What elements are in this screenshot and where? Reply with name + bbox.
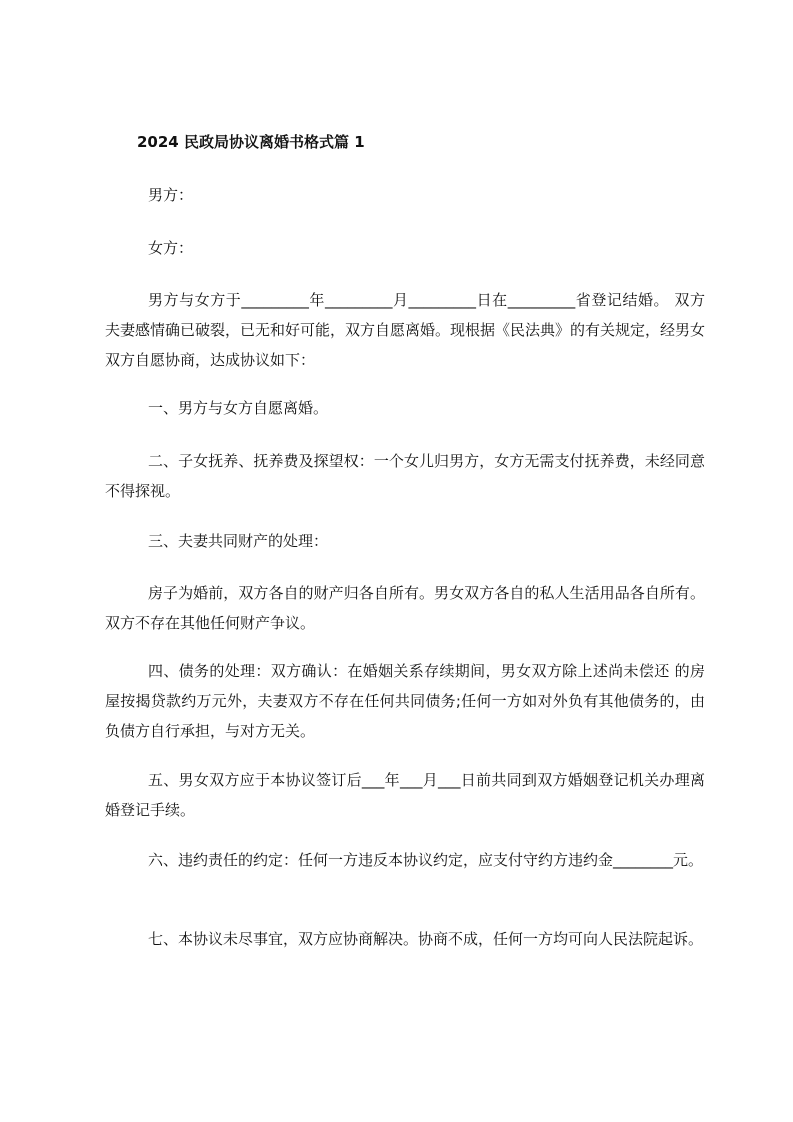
paragraph-clause-7: 七、本协议未尽事宜，双方应协商解决。协商不成，任何一方均可向人民法院起诉。 xyxy=(148,930,704,948)
paragraph-marriage-statement: 男方与女方于_________年_________月_________日在_________省登记结婚。 双方夫妻感情确已破裂，已无和好可能，双方自愿离婚。现根据《民法典》的有关规定，经男女双方自愿协商，达成协议如下： xyxy=(105,291,706,369)
paragraph-clause-1: 一、男方与女方自愿离婚。 xyxy=(148,399,329,417)
paragraph-clause-2: 二、子女抚养、抚养费及探望权：一个女儿归男方，女方无需支付抚养费，未经同意不得探视。 xyxy=(105,452,705,500)
paragraph-male-party: 男方： xyxy=(148,186,194,204)
paragraph-property: 房子为婚前，双方各自的财产归各自所有。男女双方各自的私人生活用品各自所有。双方不存在其他任何财产争议。 xyxy=(105,584,705,632)
paragraph-clause-4: 四、债务的处理：双方确认：在婚姻关系存续期间，男女双方除上述尚未偿还 的房屋按揭贷款约万元外，夫妻双方不存在任何共同债务;任何一方如对外负有其他债务的，由负债方自行承担，与对方无关。 xyxy=(105,662,705,740)
document-title: 2024 民政局协议离婚书格式篇 1 xyxy=(137,133,365,151)
paragraph-clause-6: 六、违约责任的约定：任何一方违反本协议约定，应支付守约方违约金________元。 xyxy=(148,851,704,869)
paragraph-clause-5: 五、男女双方应于本协议签订后___年___月___日前共同到双方婚姻登记机关办理离婚登记手续。 xyxy=(105,771,705,819)
paragraph-clause-3: 三、夫妻共同财产的处理： xyxy=(148,532,329,550)
paragraph-female-party: 女方： xyxy=(148,239,194,257)
